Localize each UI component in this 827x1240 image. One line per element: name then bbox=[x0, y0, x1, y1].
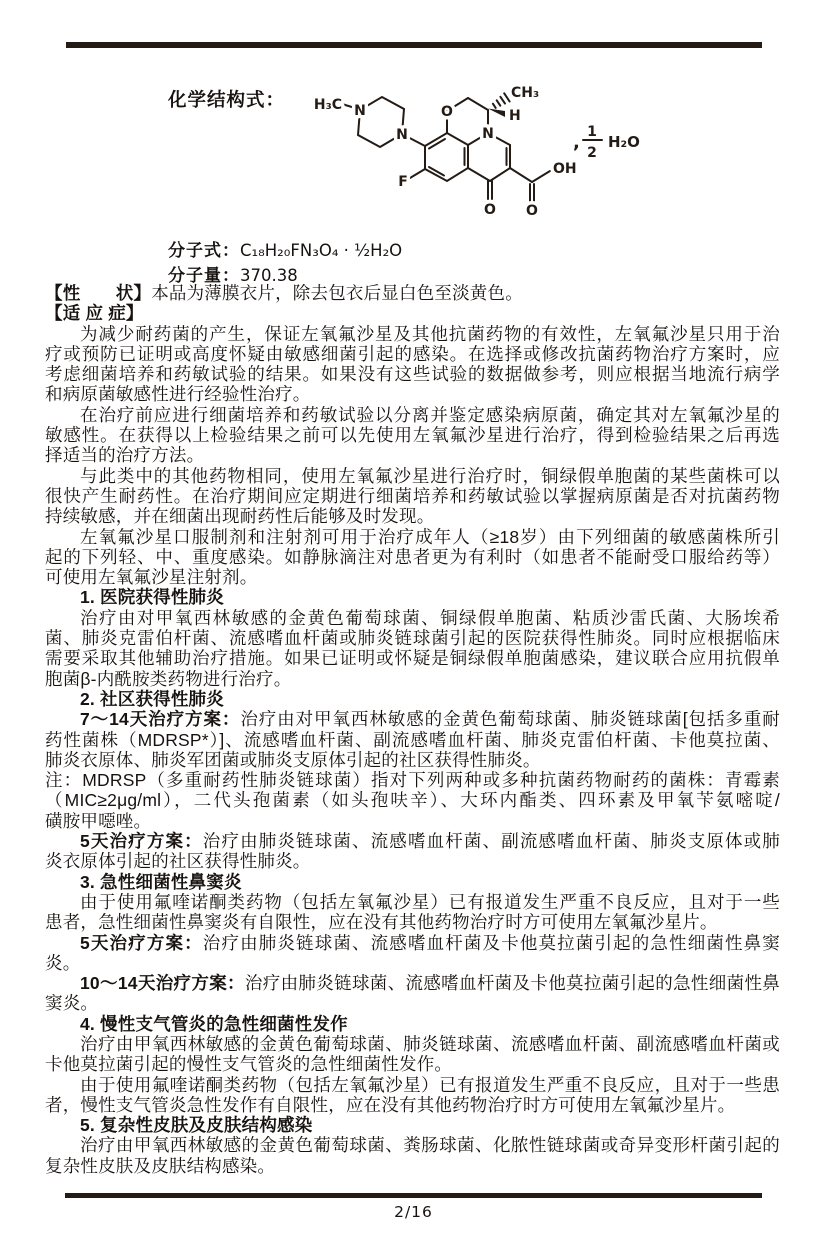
text-line-5 bbox=[45, 364, 780, 384]
text-segment: 治疗由甲氧西林敏感的金黄色葡萄球菌、粪肠球菌、化脓性链球菌或奇异变形杆菌引起的 bbox=[80, 1135, 780, 1156]
text-segment: 炎衣原体引起的社区获得性肺炎。 bbox=[45, 851, 311, 872]
text-segment: 需要采取其他辅助治疗措施。如果已证明或怀疑是铜绿假单胞菌感染，建议联合应用抗假单 bbox=[45, 648, 780, 669]
text-line-2 bbox=[45, 303, 780, 323]
text-segment: 窦炎。 bbox=[45, 993, 99, 1014]
text-segment: 很快产生耐药性。在治疗期间应定期进行细菌培养和药敏试验以掌握病原菌是否对抗菌药物 bbox=[45, 485, 780, 506]
bold-text-segment: 3. 急性细菌性鼻窦炎 bbox=[80, 871, 242, 892]
text-line-42 bbox=[45, 1115, 780, 1135]
text-segment: 治疗由对甲氧西林敏感的金黄色葡萄球菌、铜绿假单胞菌、粘质沙雷氏菌、大肠埃希 bbox=[80, 607, 780, 628]
text-line-37 bbox=[45, 1014, 780, 1034]
text-line-41 bbox=[45, 1095, 780, 1115]
text-line-43 bbox=[45, 1135, 780, 1155]
bold-text-segment: 5. 复杂性皮肤及皮肤结构感染 bbox=[80, 1115, 313, 1136]
hydrate-denominator: 2 bbox=[587, 145, 597, 161]
text-line-27 bbox=[45, 811, 780, 831]
ketone-o-label: O bbox=[484, 202, 496, 218]
hydrate-water: H₂O bbox=[608, 133, 640, 151]
text-segment: 菌、肺炎克雷伯杆菌、流感嗜血杆菌或肺炎链球菌引起的医院获得性肺炎。同时应根据临床 bbox=[45, 628, 780, 649]
n1-label: N bbox=[354, 103, 366, 119]
text-line-44 bbox=[45, 1156, 780, 1176]
text-segment: 起的下列轻、中、重度感染。如静脉滴注对患者更为有利时（如患者不能耐受口服给药等） bbox=[45, 546, 780, 567]
acid-o-label: O bbox=[526, 203, 538, 219]
text-segment: 治疗由对甲氧西林敏感的金黄色葡萄球菌、肺炎链球菌[包括多重耐 bbox=[240, 709, 780, 730]
text-line-12 bbox=[45, 506, 780, 526]
hydrate-numerator: 1 bbox=[587, 124, 597, 140]
text-line-31 bbox=[45, 892, 780, 912]
text-line-40 bbox=[45, 1075, 780, 1095]
text-line-26 bbox=[45, 790, 780, 810]
chemical-structure-drawing bbox=[295, 78, 645, 236]
text-segment: （MIC≥2μg/ml），二代头孢菌素（如头孢呋辛）、大环内酯类、四环素及甲氧苄氨嘧啶/ bbox=[45, 790, 780, 811]
bold-text-segment: 5天治疗方案： bbox=[80, 831, 203, 852]
body-text bbox=[45, 283, 780, 1176]
text-segment: 为减少耐药菌的产生，保证左氧氟沙星及其他抗菌药物的有效性，左氧氟沙星只用于治 bbox=[80, 323, 780, 344]
bold-text-segment: 【适 应 症】 bbox=[45, 303, 144, 324]
text-segment: 复杂性皮肤及皮肤结构感染。 bbox=[45, 1155, 276, 1176]
hydrate-comma: , bbox=[573, 132, 580, 153]
core-n-label: N bbox=[482, 126, 494, 142]
h-label: H bbox=[509, 108, 521, 124]
text-segment: 注：MDRSP（多重耐药性肺炎链球菌）指对下列两种或多种抗菌药物耐药的菌株：青霉素 bbox=[45, 770, 780, 791]
text-line-38 bbox=[45, 1034, 780, 1054]
text-line-39 bbox=[45, 1054, 780, 1074]
text-line-7 bbox=[45, 405, 780, 425]
text-line-1 bbox=[45, 283, 780, 303]
text-segment: 疗或预防已证明或高度怀疑由敏感细菌引起的感染。在选择或修改抗菌药物治疗方案时，应 bbox=[45, 343, 780, 364]
ch3-label: CH₃ bbox=[511, 85, 540, 101]
n4-label: N bbox=[396, 127, 408, 143]
molecular-weight-value: 370.38 bbox=[240, 266, 298, 285]
text-line-10 bbox=[45, 466, 780, 486]
stereo-wedge bbox=[488, 109, 505, 118]
text-line-6 bbox=[45, 384, 780, 404]
bold-text-segment: 【性 状】 bbox=[45, 283, 152, 303]
text-segment: 敏感性。在获得以上检验结果之前可以先使用左氧氟沙星进行治疗，得到检验结果之后再选 bbox=[45, 425, 780, 446]
text-line-14 bbox=[45, 547, 780, 567]
oh-label: OH bbox=[553, 161, 577, 177]
text-line-36 bbox=[45, 993, 780, 1013]
text-line-32 bbox=[45, 912, 780, 932]
ring-o-label: O bbox=[441, 104, 453, 120]
text-segment: 治疗由甲氧西林敏感的金黄色葡萄球菌、肺炎链球菌、流感嗜血杆菌、副流感嗜血杆菌或 bbox=[80, 1033, 780, 1054]
text-segment: 卡他莫拉菌引起的慢性支气管炎的急性细菌性发作。 bbox=[45, 1054, 453, 1075]
text-segment: 炎。 bbox=[45, 952, 81, 973]
text-segment: 磺胺甲噁唑。 bbox=[45, 810, 152, 831]
text-segment: 胞菌β-内酰胺类药物进行治疗。 bbox=[45, 668, 292, 689]
text-segment: 择适当的治疗方法。 bbox=[45, 445, 205, 466]
h3c-label: H₃C bbox=[313, 97, 342, 113]
text-segment: 本品为薄膜衣片，除去包衣后显白色至淡黄色。 bbox=[151, 283, 523, 303]
molecular-weight-label: 分子量： bbox=[168, 266, 240, 285]
text-segment: 与此类中的其他药物相同，使用左氧氟沙星进行治疗时，铜绿假单胞菌的某些菌株可以 bbox=[80, 465, 780, 486]
text-line-33 bbox=[45, 933, 780, 953]
text-segment: 治疗由肺炎链球菌、流感嗜血杆菌及卡他莫拉菌引起的急性细菌性鼻 bbox=[244, 973, 780, 994]
text-line-9 bbox=[45, 445, 780, 465]
text-line-30 bbox=[45, 872, 780, 892]
text-segment: 考虑细菌培养和药敏试验的结果。如果没有这些试验的数据做参考，则应根据当地流行病学 bbox=[45, 364, 780, 385]
text-line-29 bbox=[45, 851, 780, 871]
bold-text-segment: 2. 社区获得性肺炎 bbox=[80, 688, 224, 709]
text-segment: 治疗由肺炎链球菌、流感嗜血杆菌、副流感嗜血杆菌、肺炎支原体或肺 bbox=[202, 831, 780, 852]
text-line-21 bbox=[45, 689, 780, 709]
text-line-8 bbox=[45, 425, 780, 445]
top-rule bbox=[66, 42, 762, 48]
text-line-3 bbox=[45, 324, 780, 344]
text-line-24 bbox=[45, 750, 780, 770]
text-line-18 bbox=[45, 628, 780, 648]
molecular-formula-label: 分子式： bbox=[168, 241, 240, 260]
text-segment: 治疗由肺炎链球菌、流感嗜血杆菌及卡他莫拉菌引起的急性细菌性鼻窦 bbox=[202, 932, 780, 953]
text-segment: 者，慢性支气管炎急性发作有自限性，应在没有其他药物治疗时方可使用左氧氟沙星片。 bbox=[45, 1094, 736, 1115]
text-line-15 bbox=[45, 567, 780, 587]
text-segment: 由于使用氟喹诺酮类药物（包括左氧氟沙星）已有报道发生严重不良反应，且对于一些患 bbox=[80, 1074, 780, 1095]
text-line-4 bbox=[45, 344, 780, 364]
molecular-formula-row bbox=[168, 236, 402, 261]
text-segment: 可使用左氧氟沙星注射剂。 bbox=[45, 567, 258, 588]
text-segment: 和病原菌敏感性进行经验性治疗。 bbox=[45, 384, 311, 405]
text-segment: 肺炎衣原体、肺炎军团菌或肺炎支原体引起的社区获得性肺炎。 bbox=[45, 749, 541, 770]
bold-text-segment: 4. 慢性支气管炎的急性细菌性发作 bbox=[80, 1013, 348, 1034]
bold-text-segment: 10～14天治疗方案： bbox=[80, 973, 245, 994]
text-line-16 bbox=[45, 587, 780, 607]
text-line-19 bbox=[45, 648, 780, 668]
text-line-23 bbox=[45, 730, 780, 750]
bottom-rule bbox=[65, 1193, 762, 1198]
text-segment: 左氧氟沙星口服制剂和注射剂可用于治疗成年人（≥18岁）由下列细菌的敏感菌株所引 bbox=[80, 526, 780, 547]
text-segment: 由于使用氟喹诺酮类药物（包括左氧氟沙星）已有报道发生严重不良反应，且对于一些 bbox=[80, 891, 780, 912]
text-line-11 bbox=[45, 486, 780, 506]
bold-text-segment: 1. 医院获得性肺炎 bbox=[80, 587, 224, 608]
text-segment: 药性菌株（MDRSP*）]、流感嗜血杆菌、副流感嗜血杆菌、肺炎克雷伯杆菌、卡他莫拉菌、 bbox=[45, 729, 780, 750]
bold-text-segment: 5天治疗方案： bbox=[80, 932, 203, 953]
chemical-structure-label: 化学结构式： bbox=[168, 89, 286, 110]
text-line-17 bbox=[45, 608, 780, 628]
text-line-25 bbox=[45, 770, 780, 790]
text-line-20 bbox=[45, 669, 780, 689]
bold-text-segment: 7～14天治疗方案： bbox=[80, 709, 241, 730]
text-segment: 患者，急性细菌性鼻窦炎有自限性，应在没有其他药物治疗时方可使用左氧氟沙星片。 bbox=[45, 912, 718, 933]
f-label: F bbox=[398, 174, 408, 190]
text-segment: 在治疗前应进行细菌培养和药敏试验以分离并鉴定感染病原菌，确定其对左氧氟沙星的 bbox=[80, 404, 780, 425]
text-line-34 bbox=[45, 953, 780, 973]
text-line-13 bbox=[45, 527, 780, 547]
text-line-22 bbox=[45, 709, 780, 729]
text-line-28 bbox=[45, 831, 780, 851]
text-line-35 bbox=[45, 973, 780, 993]
molecular-formula-value: C₁₈H₂₀FN₃O₄ · ½H₂O bbox=[240, 241, 403, 260]
text-segment: 持续敏感，并在细菌出现耐药性后能够及时发现。 bbox=[45, 506, 435, 527]
page-number: 2/16 bbox=[394, 1203, 433, 1221]
